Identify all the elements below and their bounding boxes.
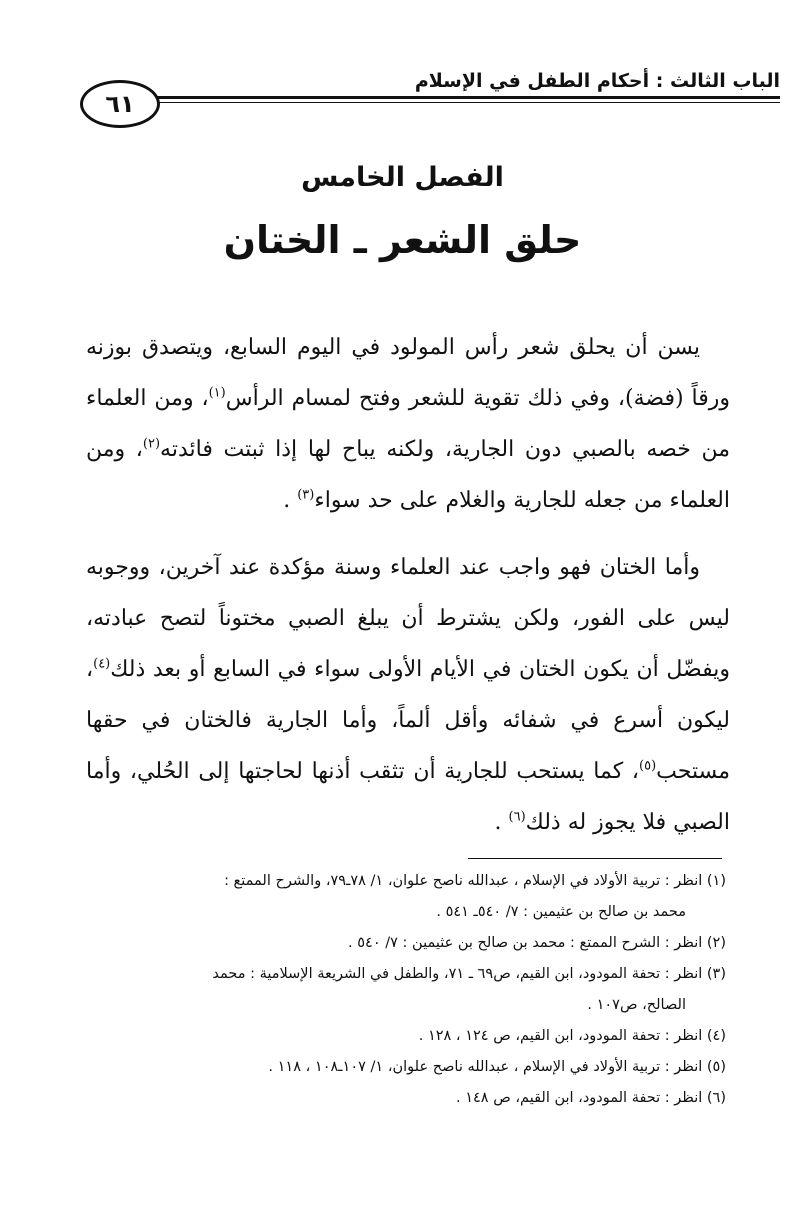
header-rule — [140, 96, 780, 99]
footnote-ref: (٤) — [93, 656, 111, 672]
paragraph-text: ، ومن العلماء من جعله للجارية والغلام على حد سواء — [86, 437, 730, 513]
paragraph-circumcision — [86, 542, 730, 848]
page-number: ٦١ — [80, 80, 160, 128]
running-header-title: الباب الثالث : أحكام الطفل في الإسلام — [414, 70, 780, 92]
footnote-text: (١) انظر : تربية الأولاد في الإسلام ، عبدالله ناصح علوان، ١/ ٧٨ـ٧٩، والشرح الممتع : — [224, 873, 726, 889]
chapter-title: حلق الشعر ـ الختان — [223, 218, 582, 262]
footnote — [86, 1021, 726, 1052]
footnote — [86, 928, 726, 959]
footnote-ref: (٦) — [508, 809, 526, 825]
footnote — [86, 866, 726, 928]
footnote-separator — [468, 858, 722, 859]
footnote-text: (٥) انظر : تربية الأولاد في الإسلام ، عبدالله ناصح علوان، ١/ ١٠٧ـ١٠٨ ، ١١٨ . — [268, 1059, 726, 1075]
footnote-text: (٣) انظر : تحفة المودود، ابن القيم، ص٦٩ ـ ٧١، والطفل في الشريعة الإسلامية : محمد — [212, 966, 726, 982]
footnotes — [86, 866, 726, 1114]
paragraph-hair-shaving — [86, 322, 730, 526]
body-text — [86, 322, 730, 848]
footnote-ref: (١) — [208, 385, 226, 401]
paragraph-text: . — [283, 488, 298, 513]
footnote-text: (٦) انظر : تحفة المودود، ابن القيم، ص ١٤٨ . — [456, 1090, 726, 1106]
footnote — [86, 1052, 726, 1083]
paragraph-text: يسن أن يحلق شعر رأس المولود في اليوم السابع، ويتصدق بوزنه ورقاً (فضة)، وفي ذلك تقوية للشعر وفتح لمسام الرأس — [86, 335, 730, 411]
paragraph-text: ، كما يستحب للجارية أن تثقب أذنها لحاجتها إلى الحُلي، وأما الصبي فلا يجوز له ذلك — [86, 759, 730, 835]
footnote-ref: (٥) — [639, 758, 657, 774]
header-rule-thin — [140, 102, 780, 103]
footnote-ref: (٢) — [142, 436, 161, 452]
footnote-text: (٢) انظر : الشرح الممتع : محمد بن صالح بن عثيمين : ٧/ ٥٤٠ . — [348, 935, 726, 951]
chapter-label: الفصل الخامس — [301, 162, 504, 193]
footnote-continuation: محمد بن صالح بن عثيمين : ٧/ ٥٤٠ـ ٥٤١ . — [436, 904, 686, 920]
paragraph-text: ، ليكون أسرع في شفائه وأقل ألماً، وأما الجارية فالختان في حقها مستحب — [86, 657, 731, 784]
footnote-continuation: الصالح، ص١٠٧ . — [587, 997, 686, 1013]
footnote-text: (٤) انظر : تحفة المودود، ابن القيم، ص ١٢٤ ، ١٢٨ . — [418, 1028, 726, 1044]
footnote-ref: (٣) — [297, 487, 315, 503]
paragraph-text: . — [494, 810, 509, 835]
footnote — [86, 1083, 726, 1114]
footnote — [86, 959, 726, 1021]
paragraph-text: ، ومن العلماء من خصه بالصبي دون الجارية، ولكنه يباح لها إذا ثبتت فائدته — [86, 386, 730, 462]
paragraph-text: وأما الختان فهو واجب عند العلماء وسنة مؤكدة عند آخرين، ووجوبه ليس على الفور، ولكن يشترط أن يبلغ الصبي مختوناً لتصح عبادته، ويفضّل أن يكون الختان في الأيام الأولى سواء في السابع أو بعد ذلك — [86, 555, 730, 682]
running-header — [80, 66, 780, 128]
